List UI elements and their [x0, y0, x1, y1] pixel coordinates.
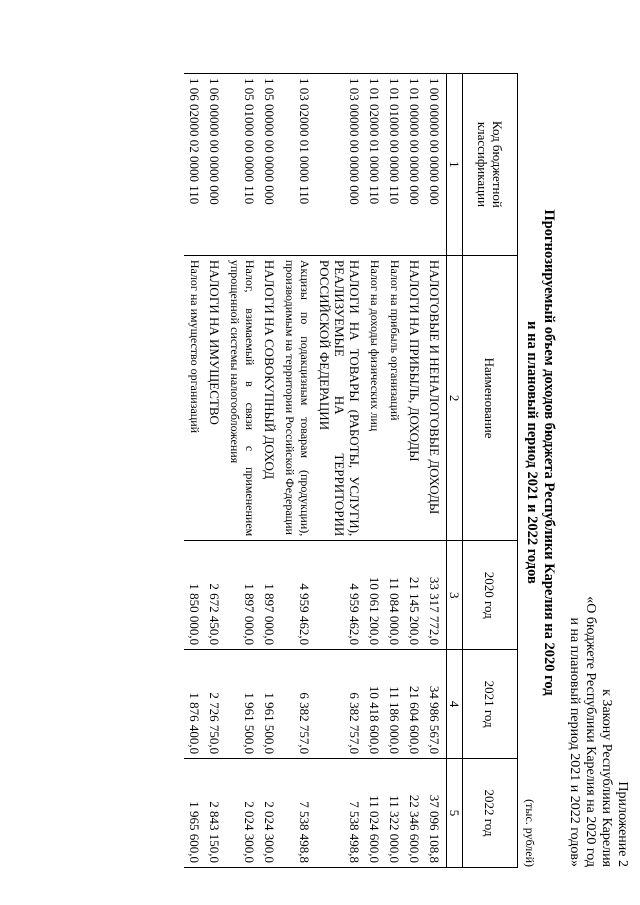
appendix-line: к Закону Республики Карелия	[599, 689, 614, 867]
value-2021: 2 726 750,0	[204, 650, 224, 759]
table-row	[259, 74, 279, 868]
table-row	[364, 74, 384, 868]
row-name: Налог на прибыль организаций	[384, 255, 404, 540]
value-2021: 6 382 757,0	[279, 650, 314, 759]
revenue-table	[184, 73, 518, 868]
value-2022: 11 024 600,0	[364, 759, 384, 868]
value-2022: 1 965 600,0	[184, 759, 204, 868]
row-name: НАЛОГИ НА ТОВАРЫ (РАБОТЫ, УСЛУГИ), РЕАЛИЗУЕМЫЕ НА ТЕРРИТОРИИ РОССИЙСКОЙ ФЕДЕРАЦИИ	[314, 255, 364, 540]
appendix-line: Приложение 2	[615, 781, 630, 867]
row-code: 1 00 00000 00 0000 000	[424, 74, 447, 256]
row-code: 1 06 00000 00 0000 000	[204, 74, 224, 256]
value-2020: 4 959 462,0	[279, 541, 314, 650]
value-2020: 1 897 000,0	[259, 541, 279, 650]
units-note: (тыс. рублей)	[523, 799, 537, 867]
row-name: НАЛОГОВЫЕ И НЕНАЛОГОВЫЕ ДОХОДЫ	[424, 255, 447, 540]
value-2021: 34 986 567,0	[424, 650, 447, 759]
table-row	[279, 74, 314, 868]
value-2022: 22 346 600,0	[404, 759, 424, 868]
column-number: 3	[447, 541, 463, 650]
column-number: 4	[447, 650, 463, 759]
value-2021: 11 186 000,0	[384, 650, 404, 759]
appendix-note	[566, 467, 630, 867]
value-2020: 10 061 200,0	[364, 541, 384, 650]
value-2022: 2 843 150,0	[204, 759, 224, 868]
table-row	[184, 74, 204, 868]
value-2021: 21 604 600,0	[404, 650, 424, 759]
row-code: 1 03 00000 00 0000 000	[314, 74, 364, 256]
row-name: Акцизы по подакцизным товарам (продукции), производимым на территории Российской Федерации	[279, 255, 314, 540]
row-code: 1 01 01000 00 0000 110	[384, 74, 404, 256]
column-number: 1	[447, 74, 463, 256]
value-2021: 6 382 757,0	[314, 650, 364, 759]
row-code: 1 06 02000 02 0000 110	[184, 74, 204, 256]
table-row	[224, 74, 259, 868]
table-row	[404, 74, 424, 868]
row-code: 1 01 00000 00 0000 000	[404, 74, 424, 256]
value-2020: 1 850 000,0	[184, 541, 204, 650]
header-2020: 2020 год	[463, 541, 518, 650]
appendix-line: «О бюджете Республики Карелия на 2020 год	[583, 596, 598, 867]
row-name: Налог на доходы физических лиц	[364, 255, 384, 540]
value-2022: 2 024 300,0	[259, 759, 279, 868]
value-2020: 33 317 772,0	[424, 541, 447, 650]
value-2021: 1 876 400,0	[184, 650, 204, 759]
column-number: 5	[447, 759, 463, 868]
row-name: НАЛОГИ НА ИМУЩЕСТВО	[204, 255, 224, 540]
table-row	[204, 74, 224, 868]
table-row	[384, 74, 404, 868]
header-code: Код бюджетной классификации	[463, 74, 518, 256]
value-2020: 1 897 000,0	[224, 541, 259, 650]
header-2021: 2021 год	[463, 650, 518, 759]
row-code: 1 03 02000 01 0000 110	[279, 74, 314, 256]
document-title	[523, 0, 557, 905]
value-2021: 1 961 500,0	[259, 650, 279, 759]
table-row	[314, 74, 364, 868]
row-code: 1 01 02000 01 0000 110	[364, 74, 384, 256]
row-name: Налог, взимаемый в связи с применением упрощенной системы налогообложения	[224, 255, 259, 540]
value-2020: 11 084 000,0	[384, 541, 404, 650]
value-2020: 21 145 200,0	[404, 541, 424, 650]
row-name: НАЛОГИ НА ПРИБЫЛЬ, ДОХОДЫ	[404, 255, 424, 540]
table-row	[424, 74, 447, 868]
value-2022: 37 096 108,8	[424, 759, 447, 868]
value-2022: 11 322 000,0	[384, 759, 404, 868]
value-2022: 7 538 498,8	[314, 759, 364, 868]
header-name: Наименование	[463, 255, 518, 540]
appendix-line: и на плановый период 2021 и 2022 годов»	[567, 617, 582, 867]
value-2021: 10 418 600,0	[364, 650, 384, 759]
value-2020: 2 672 450,0	[204, 541, 224, 650]
row-code: 1 05 00000 00 0000 000	[259, 74, 279, 256]
value-2020: 4 959 462,0	[314, 541, 364, 650]
header-2022: 2022 год	[463, 759, 518, 868]
row-code: 1 05 01000 00 0000 110	[224, 74, 259, 256]
column-number: 2	[447, 255, 463, 540]
title-line: и на плановый период 2021 и 2022 годов	[524, 321, 540, 584]
value-2022: 7 538 498,8	[279, 759, 314, 868]
row-name: НАЛОГИ НА СОВОКУПНЫЙ ДОХОД	[259, 255, 279, 540]
row-name: Налог на имущество организаций	[184, 255, 204, 540]
value-2021: 1 961 500,0	[224, 650, 259, 759]
value-2022: 2 024 300,0	[224, 759, 259, 868]
title-line: Прогнозируемый объем доходов бюджета Республики Карелия на 2020 год	[541, 209, 557, 696]
